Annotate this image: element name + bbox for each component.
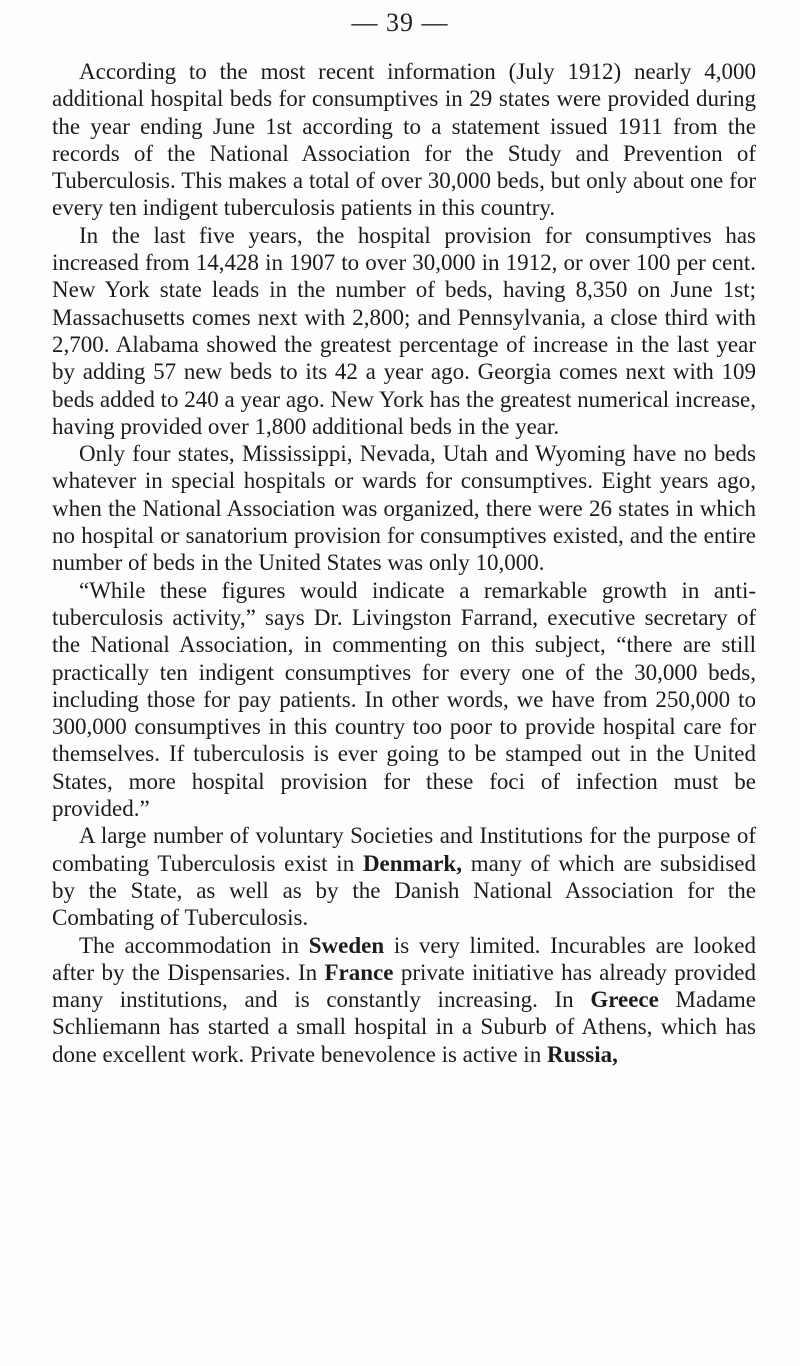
paragraph-farrand-quote: “While these figures would indicate a remarkable growth in anti-tuberculosis activity,” says Dr. Livingston Farrand, executive secretary of the National Association, in commenting on this subject, “there are still practically ten indigent consumptives for every one of the 30,000 beds, including those for pay patients. In other words, we have from 250,000 to 300,000 consumptives in this country too poor to provide hospital care for themselves. If tuberculosis is ever going to be stamped out in the United States, more hospital provision for these foci of infection must be provided.” [52, 577, 756, 822]
denmark-text-after: many of which are subsidised by the State, as well as by the Danish National Association for the Combating of Tuberculosis. [52, 850, 757, 931]
france-text-after: private initiative has already provided many institutions, and is constantly increasing. In [52, 959, 756, 1013]
paragraph-sweden-france-greece [52, 932, 756, 1068]
sweden-text-before: The accommodation in [79, 932, 309, 958]
country-sweden: Sweden [308, 932, 385, 958]
paragraph-five-years: In the last five years, the hospital provision for consumptives has increased from 14,428 in 1907 to over 30,000 in 1912, or over 100 per cent. New York state leads in the number of beds, having 8,350 on June 1st; Massachusetts comes next with 2,800; and Pennsylvania, a close third with 2,700. Alabama showed the greatest percentage of increase in the last year by adding 57 new beds to its 42 a year ago. Georgia comes next with 109 beds added to 240 a year ago. New York has the greatest numerical increase, having provided over 1,800 additional beds in the year. [52, 222, 756, 439]
sweden-text-after: is very limited. Incurables are looked after by the Dispensaries. In [52, 932, 756, 985]
paragraph-denmark [52, 822, 756, 931]
paragraph-hospital-beds: According to the most recent information (July 1912) nearly 4,000 additional hospital beds for consumptives in 29 states were provided during the year ending June 1st according to a statement issued 1911 from the records of the National Association for the Study and Prevention of Tuberculosis. This makes a total of over 30,000 beds, but only about one for every ten indigent tuberculosis patients in this country. [52, 59, 756, 221]
country-france: France [324, 959, 394, 985]
paragraph-four-states: Only four states, Mississippi, Nevada, Utah and Wyoming have no beds whatever in special hospitals or wards for consumptives. Eight years ago, when the National Association was organized, there were 26 states in which no hospital or sanatorium provision for consumptives existed, and the entire number of beds in the United States was only 10,000. [52, 441, 756, 576]
body-text [52, 58, 756, 1068]
country-greece: Greece [590, 987, 659, 1013]
greece-text-after: Madame Schliemann has started a small hospital in a Suburb of Athens, which has done excellent work. Private benevolence is active in [52, 987, 756, 1067]
country-russia: Russia, [546, 1041, 618, 1067]
country-denmark: Denmark, [362, 850, 462, 876]
page-number: — 39 — [351, 8, 449, 37]
denmark-text-before: A large number of voluntary Societies and Institutions for the purpose of combating Tuberculosis exist in [52, 823, 756, 876]
